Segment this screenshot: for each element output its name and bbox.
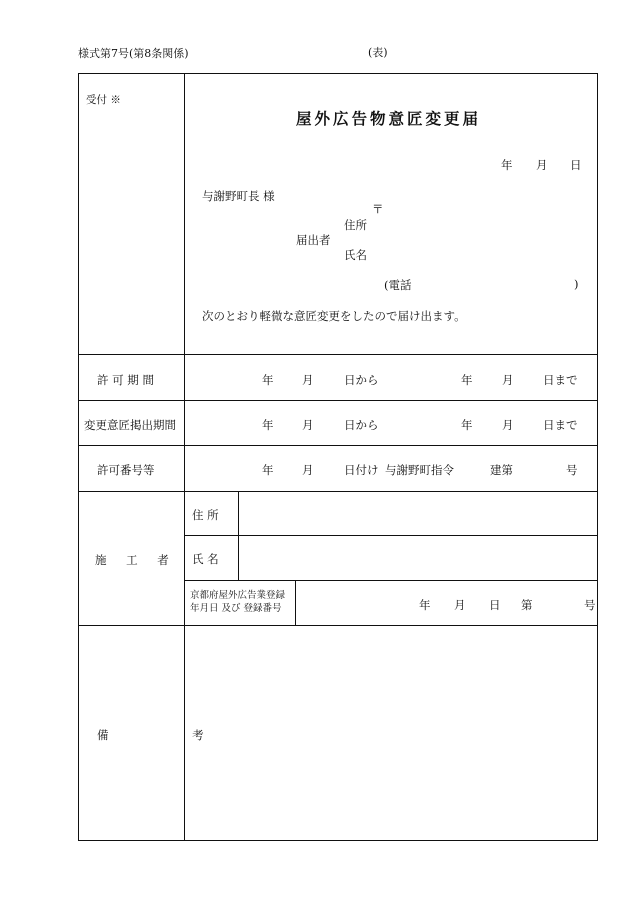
notifier-name-label: 氏名 <box>344 248 367 262</box>
reception-label: 受付 ※ <box>86 94 121 106</box>
date-month: 月 <box>536 158 548 172</box>
row-line-3 <box>78 445 598 446</box>
registration-year: 年 <box>419 598 431 612</box>
date-day: 日 <box>570 158 582 172</box>
display-period-month-2: 月 <box>502 418 514 432</box>
permit-number-year: 年 <box>262 463 274 477</box>
permit-period-year-1: 年 <box>262 373 274 387</box>
permit-period-label: 許 可 期 間 <box>97 373 154 387</box>
notifier-address-label: 住所 <box>344 218 367 232</box>
remarks-field[interactable] <box>186 627 596 839</box>
row-line-1 <box>78 354 598 355</box>
permit-period-until: 日まで <box>543 373 578 387</box>
permit-period-from: 日から <box>344 373 379 387</box>
permit-number-ken: 建第 <box>490 463 513 477</box>
contractor-sub-line-1 <box>184 535 598 536</box>
row-line-5 <box>78 625 598 626</box>
contractor-name-label: 氏 名 <box>192 552 219 566</box>
contractor-name-field[interactable] <box>240 537 596 579</box>
form-title: 屋外広告物意匠変更届 <box>296 109 482 128</box>
contractor-label-divider <box>238 491 239 580</box>
contractor-sub-line-2 <box>184 580 598 581</box>
permit-number-dated: 日付け <box>344 463 379 477</box>
notifier-label: 届出者 <box>296 233 331 247</box>
row-line-2 <box>78 400 598 401</box>
permit-period-month-2: 月 <box>502 373 514 387</box>
statement: 次のとおり軽微な意匠変更をしたので届け出ます。 <box>202 309 466 323</box>
form-number: 様式第7号(第8条関係) <box>78 47 189 60</box>
postal-mark: 〒 <box>372 202 384 216</box>
registration-month: 月 <box>454 598 466 612</box>
permit-number-designation: 与謝野町指令 <box>385 463 454 477</box>
contractor-address-label: 住 所 <box>192 508 219 522</box>
display-period-year-2: 年 <box>461 418 473 432</box>
display-period-label: 変更意匠掲出期間 <box>84 418 176 432</box>
label-column-line <box>184 354 185 841</box>
permit-period-month-1: 月 <box>302 373 314 387</box>
registration-label-line-1: 京都府屋外広告業登録 <box>190 590 286 601</box>
page-side-label: (表) <box>368 46 388 59</box>
registration-label-divider <box>295 580 296 625</box>
permit-period-year-2: 年 <box>461 373 473 387</box>
display-period-month-1: 月 <box>302 418 314 432</box>
display-period-from: 日から <box>344 418 379 432</box>
permit-number-label: 許可番号等 <box>97 463 155 477</box>
addressee: 与謝野町長 様 <box>202 189 275 203</box>
registration-label-line-2: 年月日 及び 登録番号 <box>190 603 282 614</box>
display-period-year-1: 年 <box>262 418 274 432</box>
permit-number-month: 月 <box>302 463 314 477</box>
date-year: 年 <box>501 158 513 172</box>
phone-open: (電話 <box>384 278 412 292</box>
contractor-label: 施 工 者 <box>95 553 177 567</box>
registration-dai: 第 <box>521 598 533 612</box>
reception-divider-vertical <box>184 73 185 355</box>
phone-close: ) <box>574 277 579 291</box>
permit-number-go: 号 <box>566 463 578 477</box>
remarks-label: 備 考 <box>97 728 244 742</box>
contractor-address-field[interactable] <box>240 492 596 534</box>
registration-go: 号 <box>584 598 596 612</box>
registration-day: 日 <box>489 598 501 612</box>
display-period-until: 日まで <box>543 418 578 432</box>
